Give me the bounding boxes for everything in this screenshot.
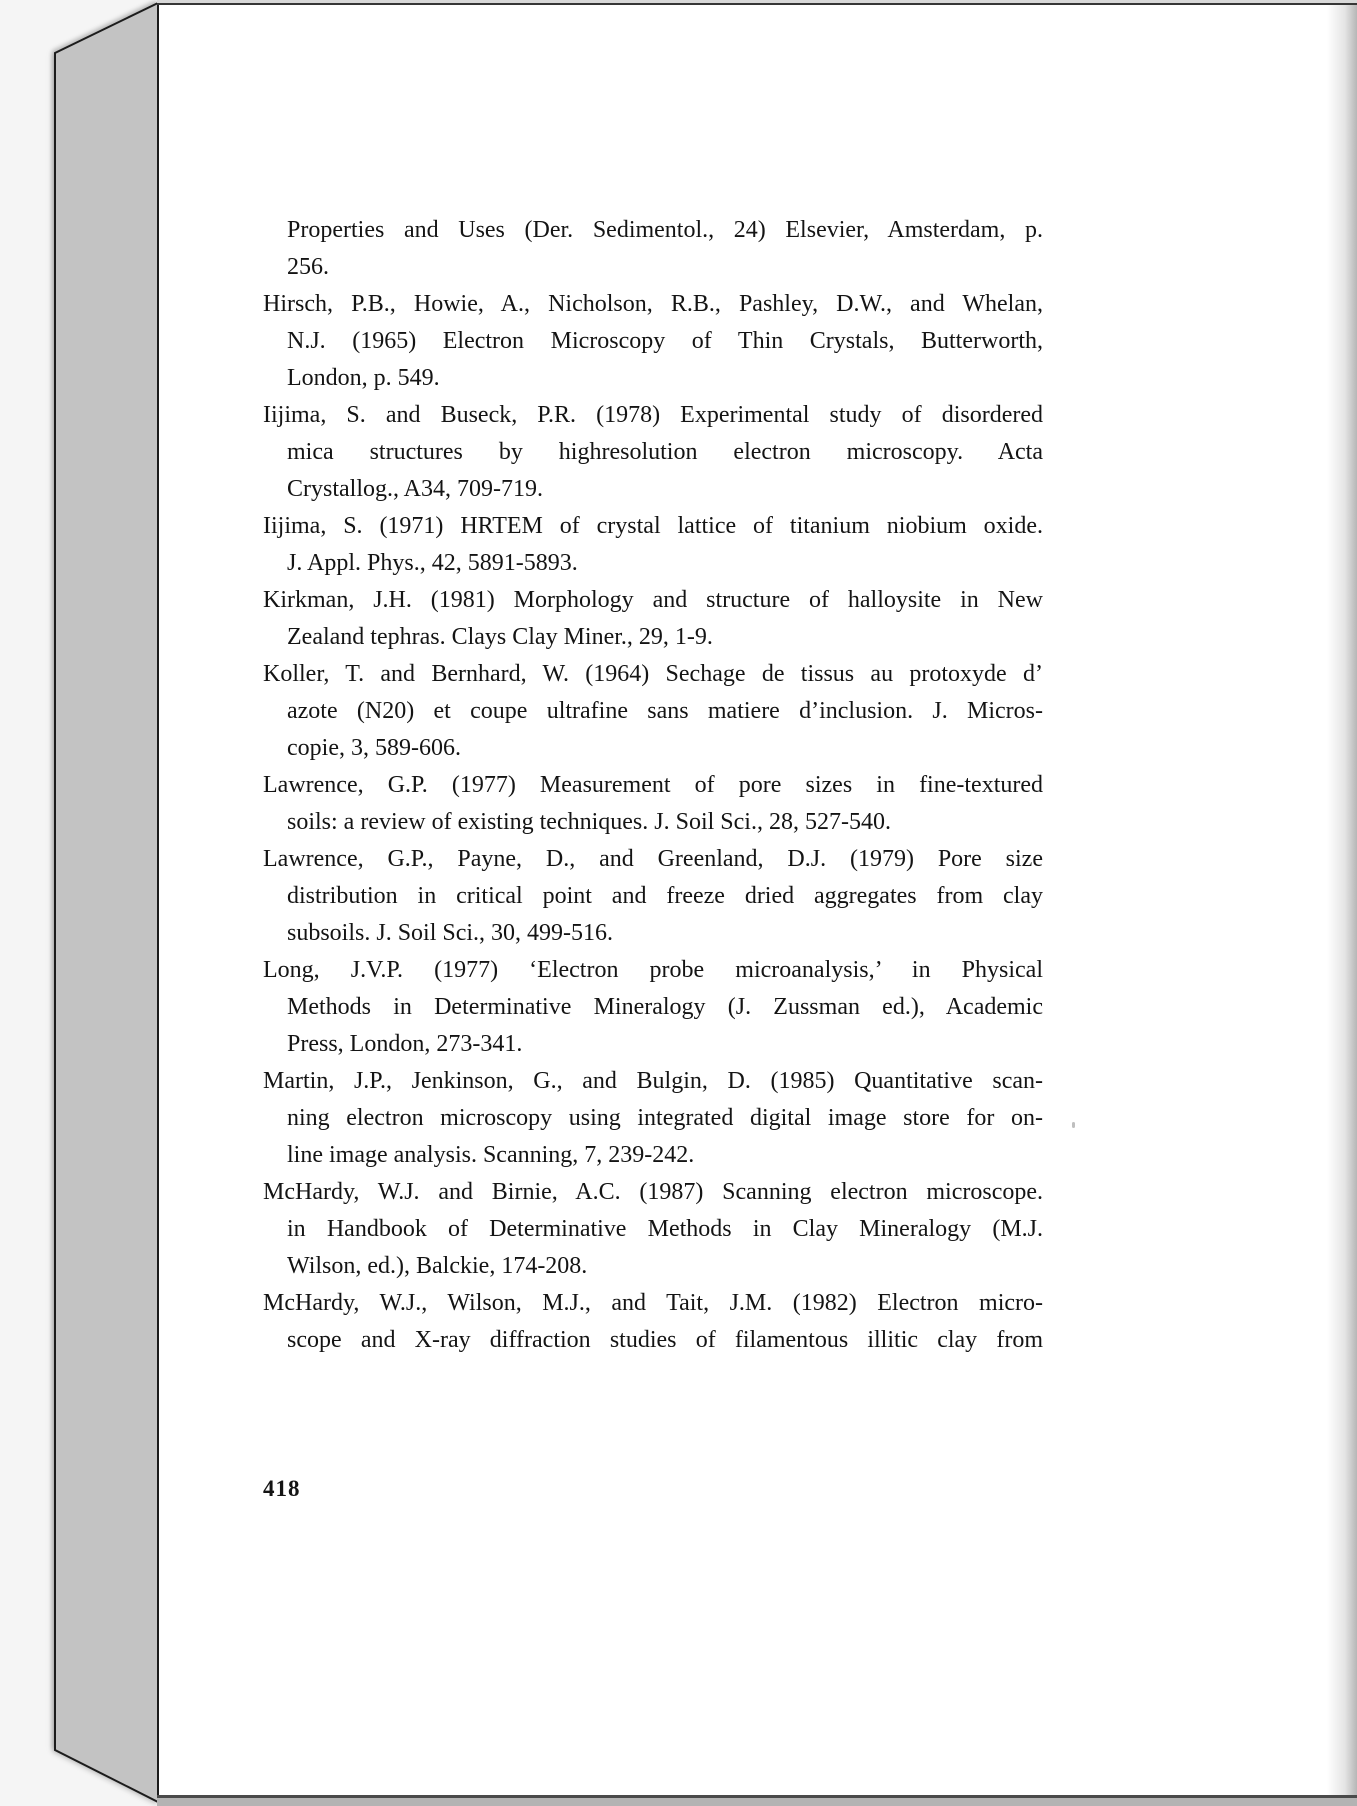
reference-entry <box>263 582 1043 656</box>
reference-line: Kirkman, J.H. (1981) Morphology and structure of halloysite in New <box>263 587 1043 613</box>
reference-entry <box>263 656 1043 767</box>
scan-artifact-dot <box>1072 1122 1075 1128</box>
reference-line: McHardy, W.J. and Birnie, A.C. (1987) Scanning electron microscope. <box>263 1179 1043 1205</box>
reference-line: McHardy, W.J., Wilson, M.J., and Tait, J.M. (1982) Electron micro- <box>263 1290 1043 1316</box>
reference-entry <box>263 212 1043 286</box>
reference-line: Martin, J.P., Jenkinson, G., and Bulgin, D. (1985) Quantitative scan- <box>263 1068 1043 1094</box>
reference-line: Wilson, ed.), Balckie, 174-208. <box>287 1253 588 1279</box>
reference-line: distribution in critical point and freeze dried aggregates from clay <box>287 883 1043 909</box>
reference-line: Koller, T. and Bernhard, W. (1964) Sechage de tissus au protoxyde d’ <box>263 661 1043 687</box>
reference-entry <box>263 397 1043 508</box>
reference-line: ning electron microscopy using integrated digital image store for on- <box>287 1105 1043 1131</box>
reference-line: Long, J.V.P. (1977) ‘Electron probe microanalysis,’ in Physical <box>263 957 1043 983</box>
reference-line: azote (N20) et coupe ultrafine sans matiere d’inclusion. J. Micros- <box>287 698 1043 724</box>
reference-entry <box>263 841 1043 952</box>
reference-line: subsoils. J. Soil Sci., 30, 499-516. <box>287 920 614 946</box>
reference-line: N.J. (1965) Electron Microscopy of Thin Crystals, Butterworth, <box>287 328 1043 354</box>
reference-line: Crystallog., A34, 709-719. <box>287 476 543 502</box>
reference-line: Press, London, 273-341. <box>287 1031 523 1057</box>
reference-line: copie, 3, 589-606. <box>287 735 461 761</box>
reference-line: soils: a review of existing techniques. J. Soil Sci., 28, 527-540. <box>287 809 891 835</box>
book-page <box>157 0 1357 1806</box>
reference-entry <box>263 952 1043 1063</box>
reference-line: London, p. 549. <box>287 365 440 391</box>
page-bottom-edge-shade <box>157 1798 1357 1806</box>
page-number: 418 <box>263 1476 301 1501</box>
reference-entry <box>263 286 1043 397</box>
reference-line: Hirsch, P.B., Howie, A., Nicholson, R.B., Pashley, D.W., and Whelan, <box>263 291 1043 317</box>
reference-line: J. Appl. Phys., 42, 5891-5893. <box>287 550 578 576</box>
page-top-edge-line <box>157 3 1357 5</box>
reference-line: scope and X-ray diffraction studies of filamentous illitic clay from <box>287 1327 1043 1353</box>
bibliography <box>263 212 1043 1359</box>
reference-entry <box>263 767 1043 841</box>
book-spine-face <box>55 3 158 1802</box>
reference-line: mica structures by highresolution electron microscopy. Acta <box>287 439 1043 465</box>
reference-line: Zealand tephras. Clays Clay Miner., 29, 1-9. <box>287 624 713 650</box>
reference-line: Iijima, S. and Buseck, P.R. (1978) Experimental study of disordered <box>263 402 1043 428</box>
book-spine <box>53 0 160 1806</box>
reference-line: 256. <box>287 254 329 280</box>
reference-entry <box>263 508 1043 582</box>
reference-line: Methods in Determinative Mineralogy (J. Zussman ed.), Academic <box>287 994 1043 1020</box>
reference-entry <box>263 1285 1043 1359</box>
reference-line: Properties and Uses (Der. Sedimentol., 24) Elsevier, Amsterdam, p. <box>287 217 1043 243</box>
reference-line: Iijima, S. (1971) HRTEM of crystal lattice of titanium niobium oxide. <box>263 513 1043 539</box>
reference-line: Lawrence, G.P., Payne, D., and Greenland, D.J. (1979) Pore size <box>263 846 1043 872</box>
reference-entry <box>263 1063 1043 1174</box>
reference-line: Lawrence, G.P. (1977) Measurement of pore sizes in fine-textured <box>263 772 1043 798</box>
reference-line: line image analysis. Scanning, 7, 239-242. <box>287 1142 695 1168</box>
reference-line: in Handbook of Determinative Methods in Clay Mineralogy (M.J. <box>287 1216 1043 1242</box>
reference-entry <box>263 1174 1043 1285</box>
